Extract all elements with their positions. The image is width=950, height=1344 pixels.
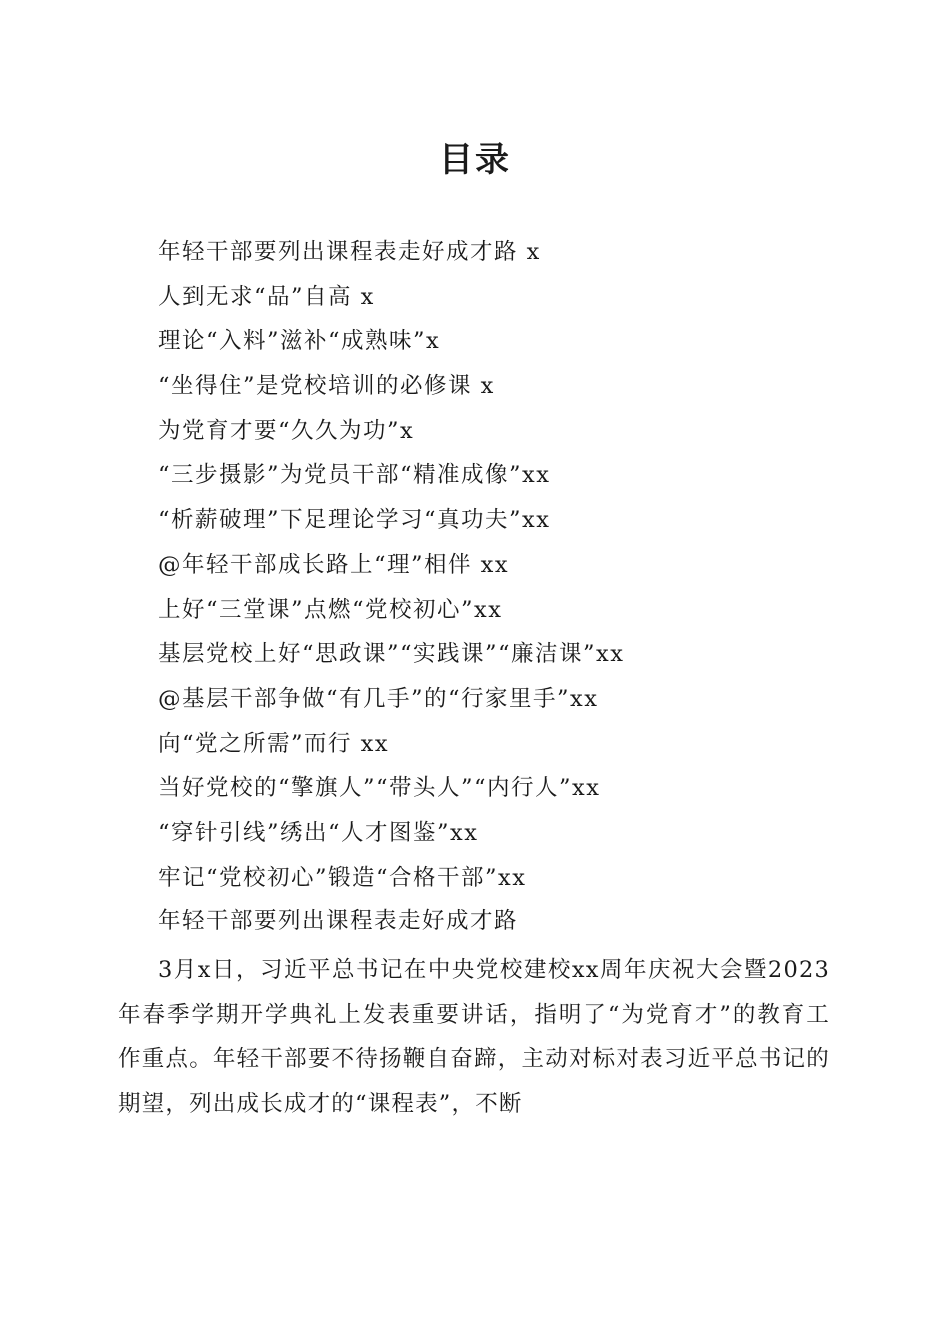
toc-item: 上好“三堂课”点燃“党校初心”xx	[158, 596, 503, 623]
table-of-contents	[158, 230, 858, 900]
toc-item: 向“党之所需”而行 xx	[158, 730, 390, 757]
toc-item: @年轻干部成长路上“理”相伴 xx	[158, 551, 510, 578]
page-title: 目录	[439, 140, 511, 180]
toc-item: 牢记“党校初心”锻造“合格干部”xx	[158, 864, 527, 891]
toc-item: @基层干部争做“有几手”的“行家里手”xx	[158, 685, 599, 712]
toc-item: 基层党校上好“思政课”“实践课”“廉洁课”xx	[158, 641, 625, 668]
toc-item: “坐得住”是党校培训的必修课 x	[158, 373, 495, 400]
toc-item: “三步摄影”为党员干部“精准成像”xx	[158, 462, 551, 489]
toc-item: “析薪破理”下足理论学习“真功夫”xx	[158, 507, 551, 534]
article-title: 年轻干部要列出课程表走好成才路	[158, 908, 519, 934]
toc-item: “穿针引线”绣出“人才图鉴”xx	[158, 819, 479, 846]
toc-item: 为党育才要“久久为功”x	[158, 417, 415, 444]
toc-item: 当好党校的“擎旗人”“带头人”“内行人”xx	[158, 775, 601, 802]
toc-item: 理论“入料”滋补“成熟味”x	[158, 328, 441, 355]
toc-item: 年轻干部要列出课程表走好成才路 x	[158, 239, 541, 265]
body-paragraph: 3月x日，习近平总书记在中央党校建校xx周年庆祝大会暨2023年春季学期开学典礼上发表重要讲话，指明了“为党育才”的教育工作重点。年轻干部要不待扬鞭自奋蹄，主动对标对表习近平总书记的期望，列出成长成才的“课程表”，不断	[118, 957, 830, 1117]
toc-item: 人到无求“品”自高 x	[158, 283, 375, 310]
